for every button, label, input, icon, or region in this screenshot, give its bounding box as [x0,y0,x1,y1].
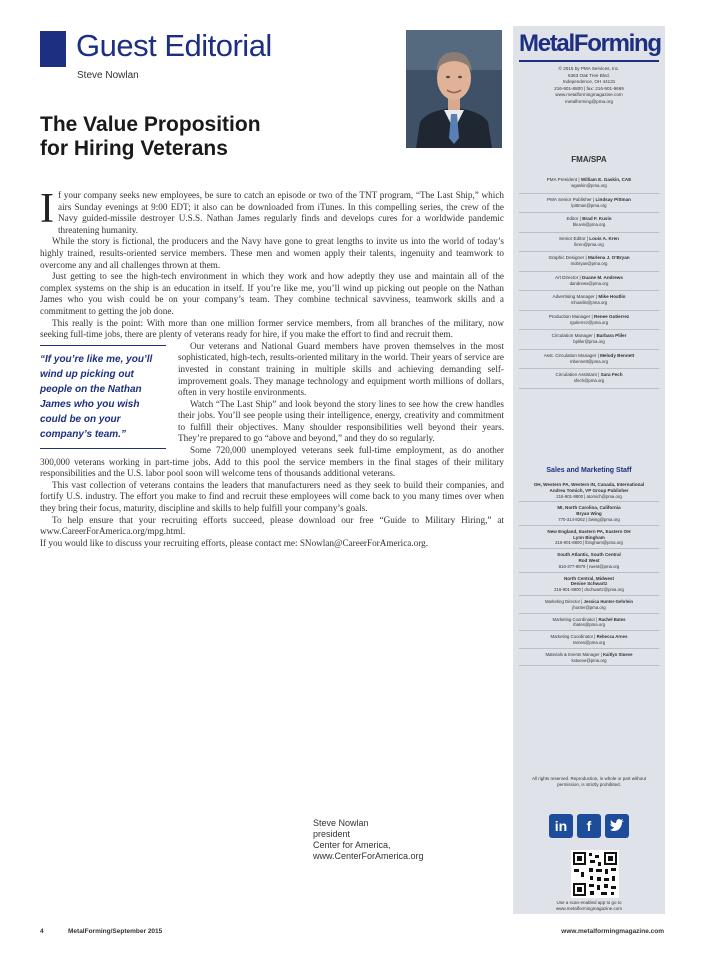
article-paragraph: Our veterans and National Guard members have proven themselves in the most sophisticated, high-tech, results-oriented military in the world. Their years of service are invested in constant training in multiple skills and achieving demanding self-improvement goals. They manage technology and equipment worth millions of dollars, often in very hostile environments. [178,340,504,398]
staff-row: Senior Editor | Louis A. Kren lkren@pma.org [519,233,659,253]
author-portrait-icon [406,30,502,148]
qr-code-icon [571,850,619,898]
author-byline: Steve Nowlan [77,70,139,81]
signature-org: Center for America, [313,840,391,850]
staff-row: PMA Senior Publisher | Lindsay Pittman lpittman@pma.org [519,194,659,214]
logo-rule [519,60,659,62]
article-paragraph: If your company seeks new employees, be sure to catch an episode or two of the TNT program, “The Last Ship,” which airs Sunday evenings at 9:00 EDT; it also can be downloaded from iTunes. In this compelling series, the crew of the Navy guided-missile destroyer U.S.S. Nathan James regularly finds and develops cures for a worldwide pandemic threatening humanity. [40,186,504,235]
masthead-logo: MetalForming [519,30,661,57]
article-paragraph: While the story is fictional, the producers and the Navy have gone to great lengths to invite us into the world of today’s highly trained, results-oriented service members. These men and women apply their talents, ingenuity and teamwork to overcome any and all challenges thrown at them. [40,236,504,270]
address-line: 6363 Oak Tree Blvd. [568,72,610,78]
sales-row: Marketing Coordinator | Rebecca Arnes rarnes@pma.org [519,631,659,649]
address-line: © 2015 by PMA Services, Inc. [558,66,620,71]
staff-list [519,174,659,389]
address-line: 216-901-8800 | fax: 216-901-9669 [554,85,624,91]
sales-row: OH, Western PA, Western IN, Canada, International Andrea Tomich, VP Group Publisher 216-901-8800 | atomich@pma.org [519,479,659,502]
pull-quote: “If you’re like me, you’ll wind up picking out people on the Nathan James who you wish could be on your company’s team.” [40,345,166,449]
masthead-address [519,66,659,106]
sales-list [519,479,659,666]
address-line: Independence, OH 44131 [562,79,616,85]
sales-row: South Atlantic, South Central Rod West 816-377-8879 | rwest@pma.org [519,549,659,572]
page-footer [40,928,664,940]
article-paragraph: This vast collection of veterans contains the leaders that manufacturers need as they seek to build their companies, and fortify U.S. industry. The effort you make to find and recruit these employees will come back to you many times over when they bring their focus, maturity, discipline and skills to help fulfill your company’s goals. [40,479,504,514]
social-icons [549,814,631,840]
qr-caption: Use a scan-enabled app to go to www.metalformingmagazine.com [555,900,623,911]
sales-heading: Sales and Marketing Staff [546,467,632,474]
staff-row: PMA President | William E. Gaskin, CAE wgaskin@pma.org [519,174,659,194]
signature-name: Steve Nowlan [313,818,369,828]
staff-row: Asst. Circulation Manager | Melody Bennett mbennett@pma.org [519,350,659,370]
sales-row: North Central, Midwest Denise Schwartz 216-901-8800 | dschwartz@pma.org [519,573,659,596]
article-headline [40,113,370,161]
staff-row: Advertising Manager | Mike Hoatlin mhoatlin@pma.org [519,291,659,311]
article-paragraph: This really is the point: With more than one million former service members, from all branches of the military, now seeking full-time jobs, there are plenty of veterans ready for hire, if you make the effort to find and recruit them. [40,317,504,340]
article-paragraph: To help ensure that your recruiting efforts succeed, please download our free “Guide to Military Hiring,” at www.CareerForAmerica.org/mpg.html. [40,514,504,537]
qr-code[interactable] [571,850,619,898]
page-number: 4 [40,928,44,935]
sales-row: Materials & Events Manager | Kaitlyn Stueve kstueve@pma.org [519,649,659,667]
article-paragraph: Just getting to see the high-tech environment in which they work and how adeptly they use and maintain all of the complex systems on the ship is an education in itself. If you’re like me, you’ll wind up picking out people on the Nathan James who you wish could be on your company’s team. They combine technical savviness, teamwork skills and a commitment to getting the job done. [40,271,504,316]
rights-note: All rights reserved. Reproduction, in whole or part without permission, is strictly prohibited. [531,776,647,787]
staff-row: Circulation Manager | Barbara Pliler bpliler@pma.org [519,330,659,350]
staff-row: Editor | Brad F. Kuvin bkuvin@pma.org [519,213,659,233]
linkedin-icon[interactable]: in [549,814,573,838]
association-logo: FMA/SPA [571,155,607,164]
author-signature [313,818,424,862]
footer-magazine: MetalForming/September 2015 [68,928,163,935]
article-paragraph: If you would like to discuss your recruiting efforts, please contact me: SNowlan@CareerForAmerica.org. [40,537,429,548]
staff-row: Circulation Assistant | Sara Fech sfech@pma.org [519,369,659,389]
article-paragraph: Some 720,000 unemployed veterans seek full-time employment, as do another 300,000 veterans working in part-time jobs. Add to this pool the service members in the final stages of their military responsibilities and the U.S. labor pool soon will welcome tens of thousands additional veterans. [40,445,504,479]
section-title: Guest Editorial [76,28,272,63]
footer-url: www.metalformingmagazine.com [561,928,664,935]
twitter-icon[interactable] [605,814,629,838]
headline-line-2: for Hiring Veterans [40,137,228,160]
article-paragraph: Watch “The Last Ship” and look beyond the story lines to see how the crew handles their jobs. You’ll see people using their intelligence, energy, creativity and commitment to fulfill their objectives. Many shoulder responsibilities well beyond their years. They’re prepared to go “above and beyond,” and they do so regularly. [178,398,504,444]
twitter-bird-icon [605,814,629,838]
sales-row: Marketing Director | Jessica Hunter-Gehrlein jhunter@pma.org [519,596,659,614]
staff-row: Graphic Designer | Marlena J. O’Bryan mobryan@pma.org [519,252,659,272]
staff-row: Art Director | Duane M. Andrews dandrews@pma.org [519,272,659,292]
masthead-sidebar [513,26,665,914]
signature-title: president [313,829,351,839]
facebook-icon[interactable]: f [577,814,601,838]
headline-line-1: The Value Proposition [40,113,261,136]
sales-row: MI, North Carolina, California Bryan Wing 770-314-8262 | bwing@pma.org [519,502,659,525]
address-line: metalforming@pma.org [564,98,614,104]
address-line: www.metalformingmagazine.com [555,92,623,98]
staff-row: Production Manager | Renee Gutierrez rgutierrez@pma.org [519,311,659,331]
article-body [40,186,504,549]
section-marker-block [40,31,66,67]
sales-row: Marketing Coordinator | Rachel Bates rbates@pma.org [519,614,659,632]
signature-url: www.CenterForAmerica.org [313,851,424,861]
sales-row: New England, Eastern PA, Eastern OH Lynn Bingham 216-901-8800 | lbingham@pma.org [519,526,659,549]
drop-cap: I [40,186,54,232]
author-photo [406,30,502,148]
